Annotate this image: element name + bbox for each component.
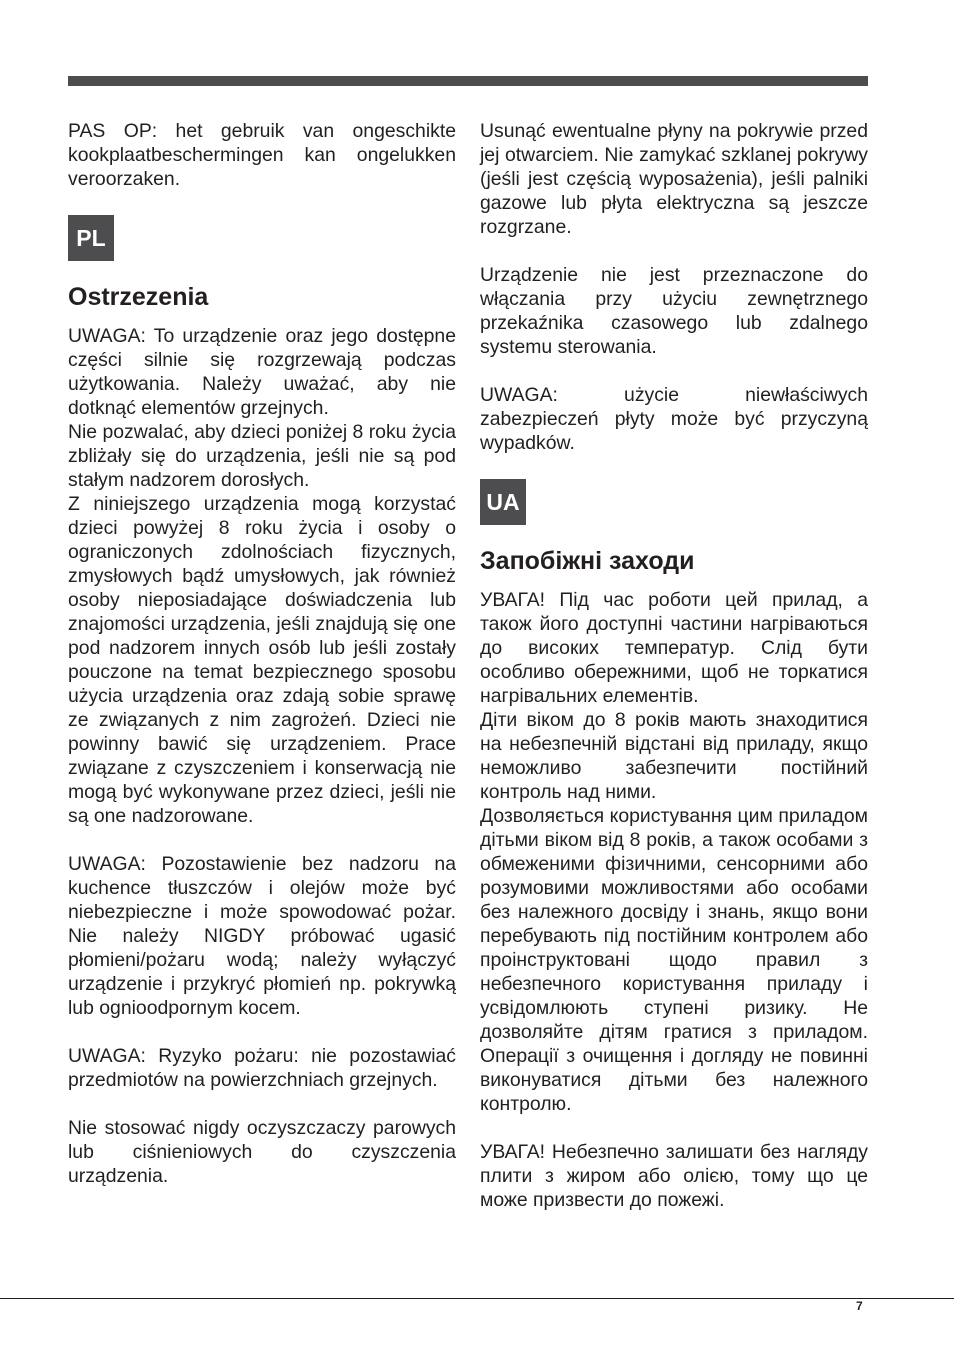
pl-warning-supervised-use: Z niniejszego urządzenia mogą korzystać dzieci powyżej 8 roku życia i osoby o ograniczonych zdolnościach fizycznych, zmysłowych bądź umysłowych, jak również osoby nieposiadające doświadczenia lub znajomości urządzenia, jeśli znajdują się one pod nadzorem innych osób lub jeśli zostały pouczone na temat bezpiecznego sposobu użycia urządzenia oraz zdają sobie sprawę ze związanych z nim zagrożeń. Dzieci nie powinny bawić się urządzeniem. Prace związane z czyszczeniem i konserwacją nie mogą być wykonywane przez dzieci, jeśli nie są one nadzorowane. (68, 493, 456, 827)
pl-section-heading: Ostrzezenia (68, 283, 209, 311)
ua-section-heading: Запобіжні заходи (480, 547, 695, 575)
ua-warning-fat-fire: УВАГА! Небезпечно залишати без нагляду плити з жиром або олією, тому що це може призвести до пожежі. (480, 1141, 868, 1211)
ua-warning-supervised-use: Дозволяється користування цим приладом дітьми віком від 8 років, а також особами з обмеженими фізичними, сенсорними або розумовими можливостями або особами без належного досвіду і знань, якщо вони перебувають під постійним контролем або проінструктовані щодо правил з небезпечного користування приладу і усвідомлюють ступені ризику. Не дозволяйте дітям гратися з приладом. Операції з очищення і догляду не повинні виконуватися дітьми без належного контролю. (480, 805, 868, 1115)
right-column (480, 119, 868, 1212)
pl-warning-hot-parts: UWAGA: To urządzenie oraz jego dostępne części silnie się rozgrzewają podczas użytkowania. Należy uważać, aby nie dotknąć elementów grzejnych. (68, 325, 456, 419)
ua-warning-children-under-8: Діти віком до 8 років мають знаходитися на небезпечній відстані від приладу, якщо неможливо забезпечити постійний контроль над ними. (480, 709, 868, 803)
ua-warning-hot-parts: УВАГА! Під час роботи цей прилад, а також його доступні частини нагріваються до високих температур. Слід бути особливо обережними, щоб не торкатися нагрівальних елементів. (480, 589, 868, 707)
ua-language-badge (480, 479, 868, 525)
ua-badge-label: UA (480, 479, 526, 525)
pl-warning-fat-fire: UWAGA: Pozostawienie bez nadzoru na kuchence tłuszczów i olejów może być niebezpieczne i może spowodować pożar. Nie należy NIGDY próbować ugasić płomieni/pożaru wodą; należy wyłączyć urządzenie i przykryć płomień np. pokrywką lub ognioodpornym kocem. (68, 853, 456, 1019)
nl-warning-text: PAS OP: het gebruik van ongeschikte kookplaatbeschermingen kan ongelukken veroorzaken. (68, 120, 456, 190)
bottom-rule (0, 1298, 954, 1299)
pl-warning-children-under-8: Nie pozwalać, aby dzieci poniżej 8 roku życia zbliżały się do urządzenia, jeśli nie są pod stałym nadzorem dorosłych. (68, 421, 457, 491)
page-number: 7 (856, 1299, 863, 1313)
pl-badge-label: PL (68, 215, 114, 261)
pl-warning-steam-cleaners: Nie stosować nigdy oczyszczaczy parowych lub ciśnieniowych do czyszczenia urządzenia. (68, 1117, 456, 1187)
pl-language-badge (68, 215, 456, 261)
pl-warning-hob-guards: UWAGA: użycie niewłaściwych zabezpieczeń płyty może być przyczyną wypadków. (480, 384, 868, 454)
pl-warning-external-timer: Urządzenie nie jest przeznaczone do włączania przy użyciu zewnętrznego przekaźnika czasowego lub zdalnego systemu sterowania. (480, 264, 868, 358)
left-column (68, 119, 456, 1188)
top-rule (68, 76, 868, 86)
pl-warning-fire-risk: UWAGA: Ryzyko pożaru: nie pozostawiać przedmiotów na powierzchniach grzejnych. (68, 1045, 456, 1091)
pl-warning-lid-liquids: Usunąć ewentualne płyny na pokrywie przed jej otwarciem. Nie zamykać szklanej pokrywy (jeśli jest częścią wyposażenia), jeśli palniki gazowe lub płyta elektryczna są jeszcze rozgrzane. (480, 120, 868, 238)
